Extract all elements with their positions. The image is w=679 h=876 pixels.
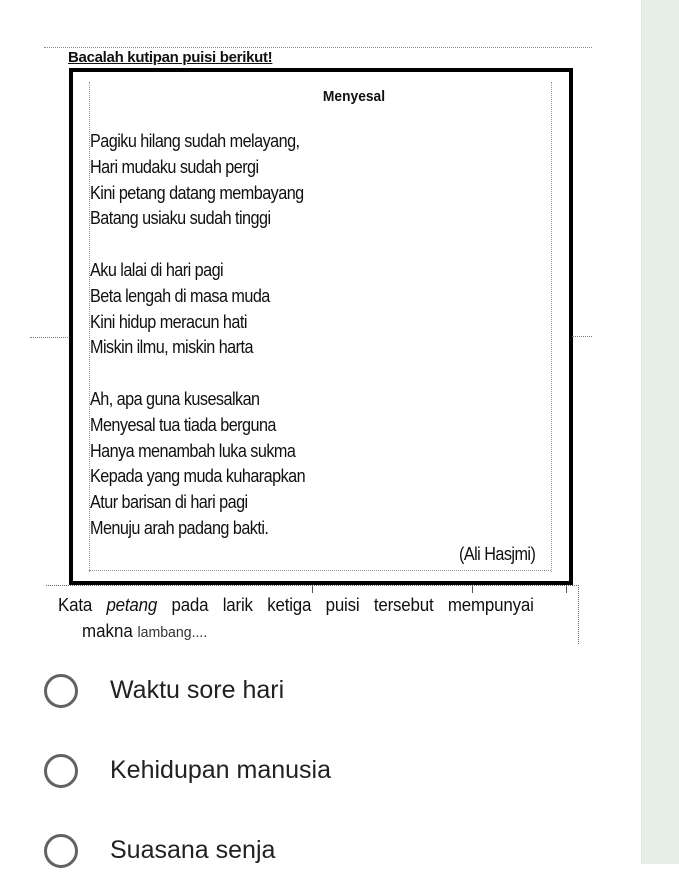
poem-title: Menyesal	[322, 88, 386, 105]
side-panel	[641, 0, 679, 864]
prompt-text: pada larik ketiga puisi tersebut mempunyai	[157, 595, 534, 615]
option-label[interactable]: Kehidupan manusia	[110, 756, 331, 784]
radio-button[interactable]	[44, 754, 78, 788]
poem-author: (Ali Hasjmi)	[459, 544, 536, 564]
poem-line: Menuju arah padang bakti.	[90, 517, 269, 538]
dotted-guide	[572, 336, 592, 337]
poem-line: Kepada yang muda kuharapkan	[90, 466, 306, 487]
poem-line: Kini petang datang membayang	[90, 182, 304, 203]
poem-line: Beta lengah di masa muda	[90, 285, 270, 306]
frame-tick	[472, 585, 473, 593]
dotted-guide	[30, 337, 68, 338]
poem-line: Menyesal tua tiada berguna	[90, 414, 276, 435]
option-suasana-senja[interactable]	[44, 832, 584, 876]
option-label[interactable]: Suasana senja	[110, 836, 276, 864]
poem-line: Kini hidup meracun hati	[90, 311, 247, 332]
dotted-guide	[89, 570, 551, 571]
question-prompt	[58, 595, 534, 616]
option-kehidupan-manusia[interactable]	[44, 752, 584, 796]
frame-tick	[312, 585, 313, 593]
prompt-text: Kata	[58, 595, 107, 615]
option-waktu-sore-hari[interactable]	[44, 672, 584, 716]
dotted-guide	[551, 82, 552, 572]
instruction-text: Bacalah kutipan puisi berikut!	[68, 49, 273, 66]
frame-tick	[566, 585, 567, 593]
poem-line: Miskin ilmu, miskin harta	[90, 337, 253, 358]
stanza-gap	[90, 232, 305, 258]
poem-line: Hari mudaku sudah pergi	[90, 156, 259, 177]
poem-line: Ah, apa guna kusesalkan	[90, 388, 260, 409]
option-label[interactable]: Waktu sore hari	[110, 676, 285, 704]
question-prompt-line2	[82, 621, 207, 642]
poem-line: Batang usiaku sudah tinggi	[90, 208, 271, 229]
poem-line: Hanya menambah luka sukma	[90, 440, 296, 461]
poem-box	[69, 68, 573, 585]
poem-lines	[90, 129, 305, 542]
prompt-text: makna	[82, 621, 138, 641]
prompt-small-text: lambang....	[137, 624, 208, 641]
stanza-gap	[90, 361, 305, 387]
poem-line: Aku lalai di hari pagi	[90, 259, 224, 280]
radio-button[interactable]	[44, 834, 78, 868]
dotted-divider	[44, 47, 592, 48]
radio-button[interactable]	[44, 674, 78, 708]
poem-line: Pagiku hilang sudah melayang,	[90, 131, 300, 151]
poem-line: Atur barisan di hari pagi	[90, 492, 248, 513]
prompt-italic-word: petang	[106, 595, 158, 615]
